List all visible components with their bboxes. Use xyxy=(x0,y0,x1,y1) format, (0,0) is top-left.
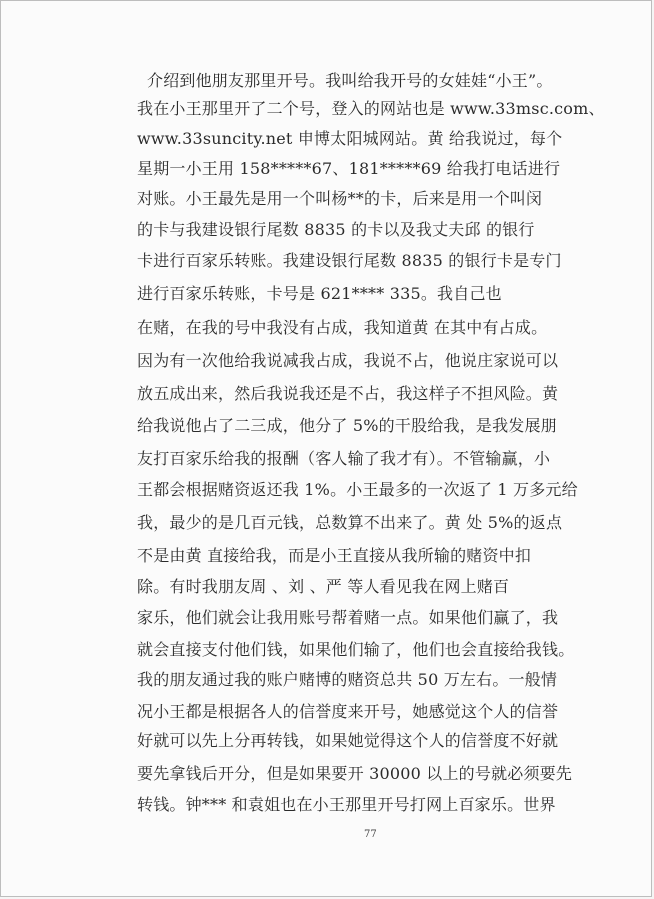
text-line: 给我说他占了二三成，他分了 5%的干股给我，是我发展朋 xyxy=(137,416,557,435)
text-line: 好就可以先上分再转钱，如果她觉得这个人的信誉度不好就 xyxy=(137,731,559,750)
text-line: 转钱。钟*** 和袁姐也在小王那里开号打网上百家乐。世界 xyxy=(137,795,556,814)
text-line: 除。有时我朋友周 、刘 、严 等人看见我在网上赌百 xyxy=(137,577,510,596)
text-line: 就会直接支付他们钱，如果他们输了，他们也会直接给我钱。 xyxy=(137,640,575,659)
text-line: 要先拿钱后开分，但是如果要开 30000 以上的号就必须要先 xyxy=(137,764,573,783)
text-line: 进行百家乐转账，卡号是 621**** 335。我自己也 xyxy=(137,284,502,303)
text-line: 介绍到他朋友那里开号。我叫给我开号的女娃娃“小王”。 xyxy=(147,71,553,90)
text-line: 的卡与我建设银行尾数 8835 的卡以及我丈夫邱 的银行 xyxy=(137,220,535,239)
text-line: 对账。小王最先是用一个叫杨**的卡，后来是用一个叫闵 xyxy=(137,189,543,208)
text-line: 我在小王那里开了二个号，登入的网站也是 www.33msc.com、 xyxy=(137,99,605,118)
text-line: 卡进行百家乐转账。我建设银行尾数 8835 的银行卡是专门 xyxy=(137,251,562,270)
text-line: 星期一小王用 158*****67、181*****69 给我打电话进行 xyxy=(137,159,561,178)
text-line: 在赌，在我的号中我没有占成，我知道黄 在其中有占成。 xyxy=(137,318,548,337)
text-line: 况小王都是根据各人的信誉度来开号，她感觉这个人的信誉 xyxy=(137,702,559,721)
text-line: 家乐，他们就会让我用账号帮着赌一点。如果他们赢了，我 xyxy=(137,608,559,627)
text-line: 我的朋友通过我的账户赌博的赌资总共 50 万左右。一般情 xyxy=(137,670,558,689)
text-line: 友打百家乐给我的报酬（客人输了我才有）。不管输赢，小 xyxy=(137,449,551,468)
text-line: 放五成出来，然后我说我还是不占，我这样子不担风险。黄 xyxy=(137,384,559,403)
page-number: 77 xyxy=(364,829,377,840)
text-line: 不是由黄 直接给我，而是小王直接从我所输的赌资中扣 xyxy=(137,546,532,565)
text-line: 我，最少的是几百元钱，总数算不出来了。黄 处 5%的返点 xyxy=(137,513,563,532)
text-line: www.33suncity.net 申博太阳城网站。黄 给我说过，每个 xyxy=(137,129,563,148)
text-line: 王都会根据赌资返还我 1%。小王最多的一次返了 1 万多元给 xyxy=(137,480,578,499)
text-line: 因为有一次他给我说减我占成，我说不占，他说庄家说可以 xyxy=(137,351,559,370)
